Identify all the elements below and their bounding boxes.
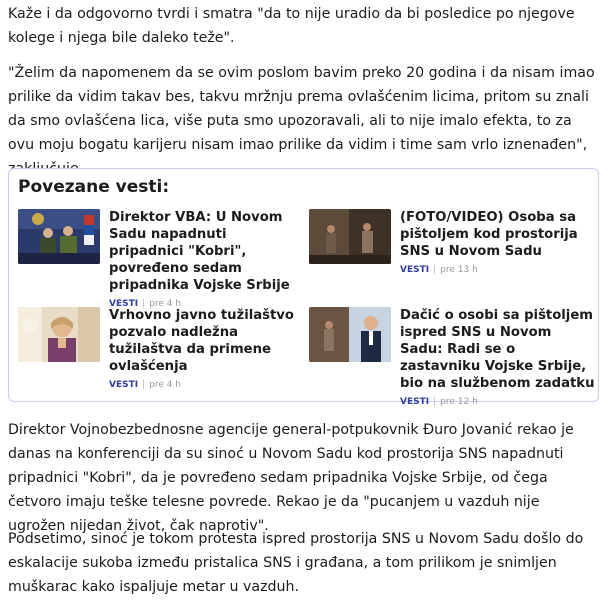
category-label[interactable]: VESTI bbox=[400, 397, 430, 407]
related-news-box bbox=[8, 168, 599, 407]
timestamp: pre 4 h bbox=[149, 299, 182, 309]
meta-divider: | bbox=[142, 299, 146, 309]
article-paragraph: Podsetimo, sinoć je tokom protesta ispred prostorija SNS u Novom Sadu došlo do eskalacije sukoba između pristalica SNS i građana, a tom prilikom je snimljen muškarac kako ispaljuje metar u vazduh. bbox=[8, 531, 584, 595]
related-news-title: Povezane vesti: bbox=[18, 177, 170, 197]
night-video-still-photo[interactable] bbox=[309, 209, 391, 264]
category-label[interactable]: VESTI bbox=[109, 380, 139, 390]
press-conference-photo[interactable] bbox=[18, 209, 100, 264]
category-label[interactable]: VESTI bbox=[400, 265, 430, 275]
timestamp: pre 4 h bbox=[149, 380, 182, 390]
prosecutor-portrait-photo[interactable] bbox=[18, 307, 100, 362]
related-news-headline[interactable]: (FOTO/VIDEO) Osoba sa pištoljem kod prostorija SNS u Novom Sadu bbox=[400, 210, 578, 259]
article-paragraph: Direktor Vojnobezbednosne agencije general-potpukovnik Đuro Jovanić rekao je danas na konferenciji da su sinoć u Novom Sadu kod prostorija SNS napadnuti pripadnici "Kobri", da je povređeno sedam pripadnika Vojske Srbije, od čega četvoro imaju teške telesne povrede. Rekao je da "pucanjem u vazduh nije ugrožen nijedan život, čak naprotiv". bbox=[8, 422, 574, 534]
article-paragraph: Kaže i da odgovorno tvrdi i smatra "da to nije uradio da bi posledice po njegove kolege i njega bile daleko teže". bbox=[8, 6, 575, 46]
related-news-headline[interactable]: Dačić o osobi sa pištoljem ispred SNS u Novom Sadu: Radi se o zastavniku Vojske Srbije, bio na službenom zadatku bbox=[400, 308, 595, 391]
article-quote-paragraph: "Želim da napomenem da se ovim poslom bavim preko 20 godina i da nisam imao prilike da vidim takav bes, takvu mržnju prema ovlašćenim licima, pritom su znali da smo ovlašćena lica, više puta smo upozoravali, ali to nije imalo efekta, to za ovu moju bogatu karijeru nisam imao prilike da vidim i time sam vrlo iznenađen", bbox=[8, 65, 595, 153]
timestamp: pre 13 h bbox=[440, 265, 478, 275]
timestamp: pre 12 h bbox=[440, 397, 478, 407]
category-label[interactable]: VESTI bbox=[109, 299, 139, 309]
meta-divider: | bbox=[433, 397, 437, 407]
related-news-item[interactable] bbox=[18, 307, 303, 391]
related-news-item[interactable] bbox=[309, 307, 595, 407]
related-news-item[interactable] bbox=[18, 209, 303, 309]
meta-divider: | bbox=[142, 380, 146, 390]
related-news-headline[interactable]: Vrhovno javno tužilaštvo pozvalo nadležna tužilaštva da primene ovlašćenja bbox=[109, 308, 294, 374]
related-news-item[interactable] bbox=[309, 209, 594, 293]
meta-divider: | bbox=[433, 265, 437, 275]
minister-collage-photo[interactable] bbox=[309, 307, 391, 362]
related-news-headline[interactable]: Direktor VBA: U Novom Sadu napadnuti pripadnici "Kobri", povređeno sedam pripadnika Vojske Srbije bbox=[109, 210, 290, 293]
